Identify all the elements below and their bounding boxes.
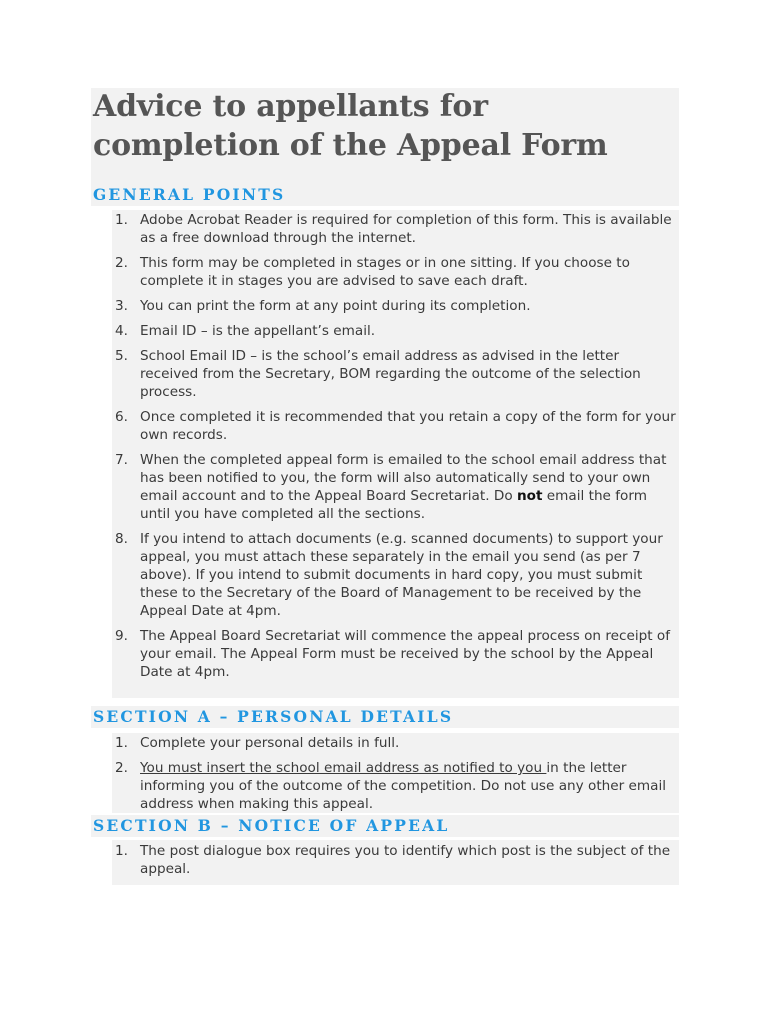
list-item: 4. Email ID – is the appellant’s email.	[115, 323, 376, 339]
list-item: 6. Once completed it is recommended that you retain a copy of the form for your own records.	[115, 409, 676, 443]
list-item: 5. School Email ID – is the school’s email address as advised in the letter received from the Secretary, BOM regarding the outcome of the selection process.	[115, 348, 641, 400]
list-item: 1. Adobe Acrobat Reader is required for completion of this form. This is available as a free download through the internet.	[115, 212, 672, 246]
general-points-list	[112, 211, 678, 688]
section-heading-general: GENERAL POINTS	[91, 184, 679, 206]
emphasis-not: not	[516, 488, 543, 504]
list-item: 2. This form may be completed in stages or in one sitting. If you choose to complete it in stages you are advised to save each draft.	[115, 255, 630, 289]
underlined-instruction: You must insert the school email address as notified to you	[140, 760, 547, 776]
list-item: 7. When the completed appeal form is emailed to the school email address that has been notified to you, the form will also automatically send to your own email account and to the Appeal Board Secretariat. Do not email the form until you have completed all the sections.	[115, 452, 667, 522]
list-item: 2. You must insert the school email address as notified to you in the letter informing you of the outcome of the competition. Do not use any other email address when making this appeal.	[115, 760, 667, 812]
document-title: Advice to appellants for completion of the Appeal Form	[93, 89, 608, 163]
section-heading-b: SECTION B – NOTICE OF APPEAL	[91, 815, 679, 837]
section-a-list	[112, 734, 678, 820]
list-item: 9. The Appeal Board Secretariat will commence the appeal process on receipt of your email. The Appeal Form must be received by the school by the Appeal Date at 4pm.	[115, 628, 671, 680]
section-heading-a: SECTION A – PERSONAL DETAILS	[91, 706, 679, 728]
section-b-list	[112, 842, 678, 885]
list-item: 8. If you intend to attach documents (e.g. scanned documents) to support your appeal, you must attach these separately in the email you send (as per 7 above). If you intend to submit documents in hard copy, you must submit these to the Secretary of the Board of Management to be received by the Appeal Date at 4pm.	[115, 531, 663, 619]
list-item: 1. Complete your personal details in full.	[115, 735, 400, 751]
list-item: 3. You can print the form at any point during its completion.	[115, 298, 531, 314]
list-item: 1. The post dialogue box requires you to identify which post is the subject of the appeal.	[115, 843, 671, 877]
